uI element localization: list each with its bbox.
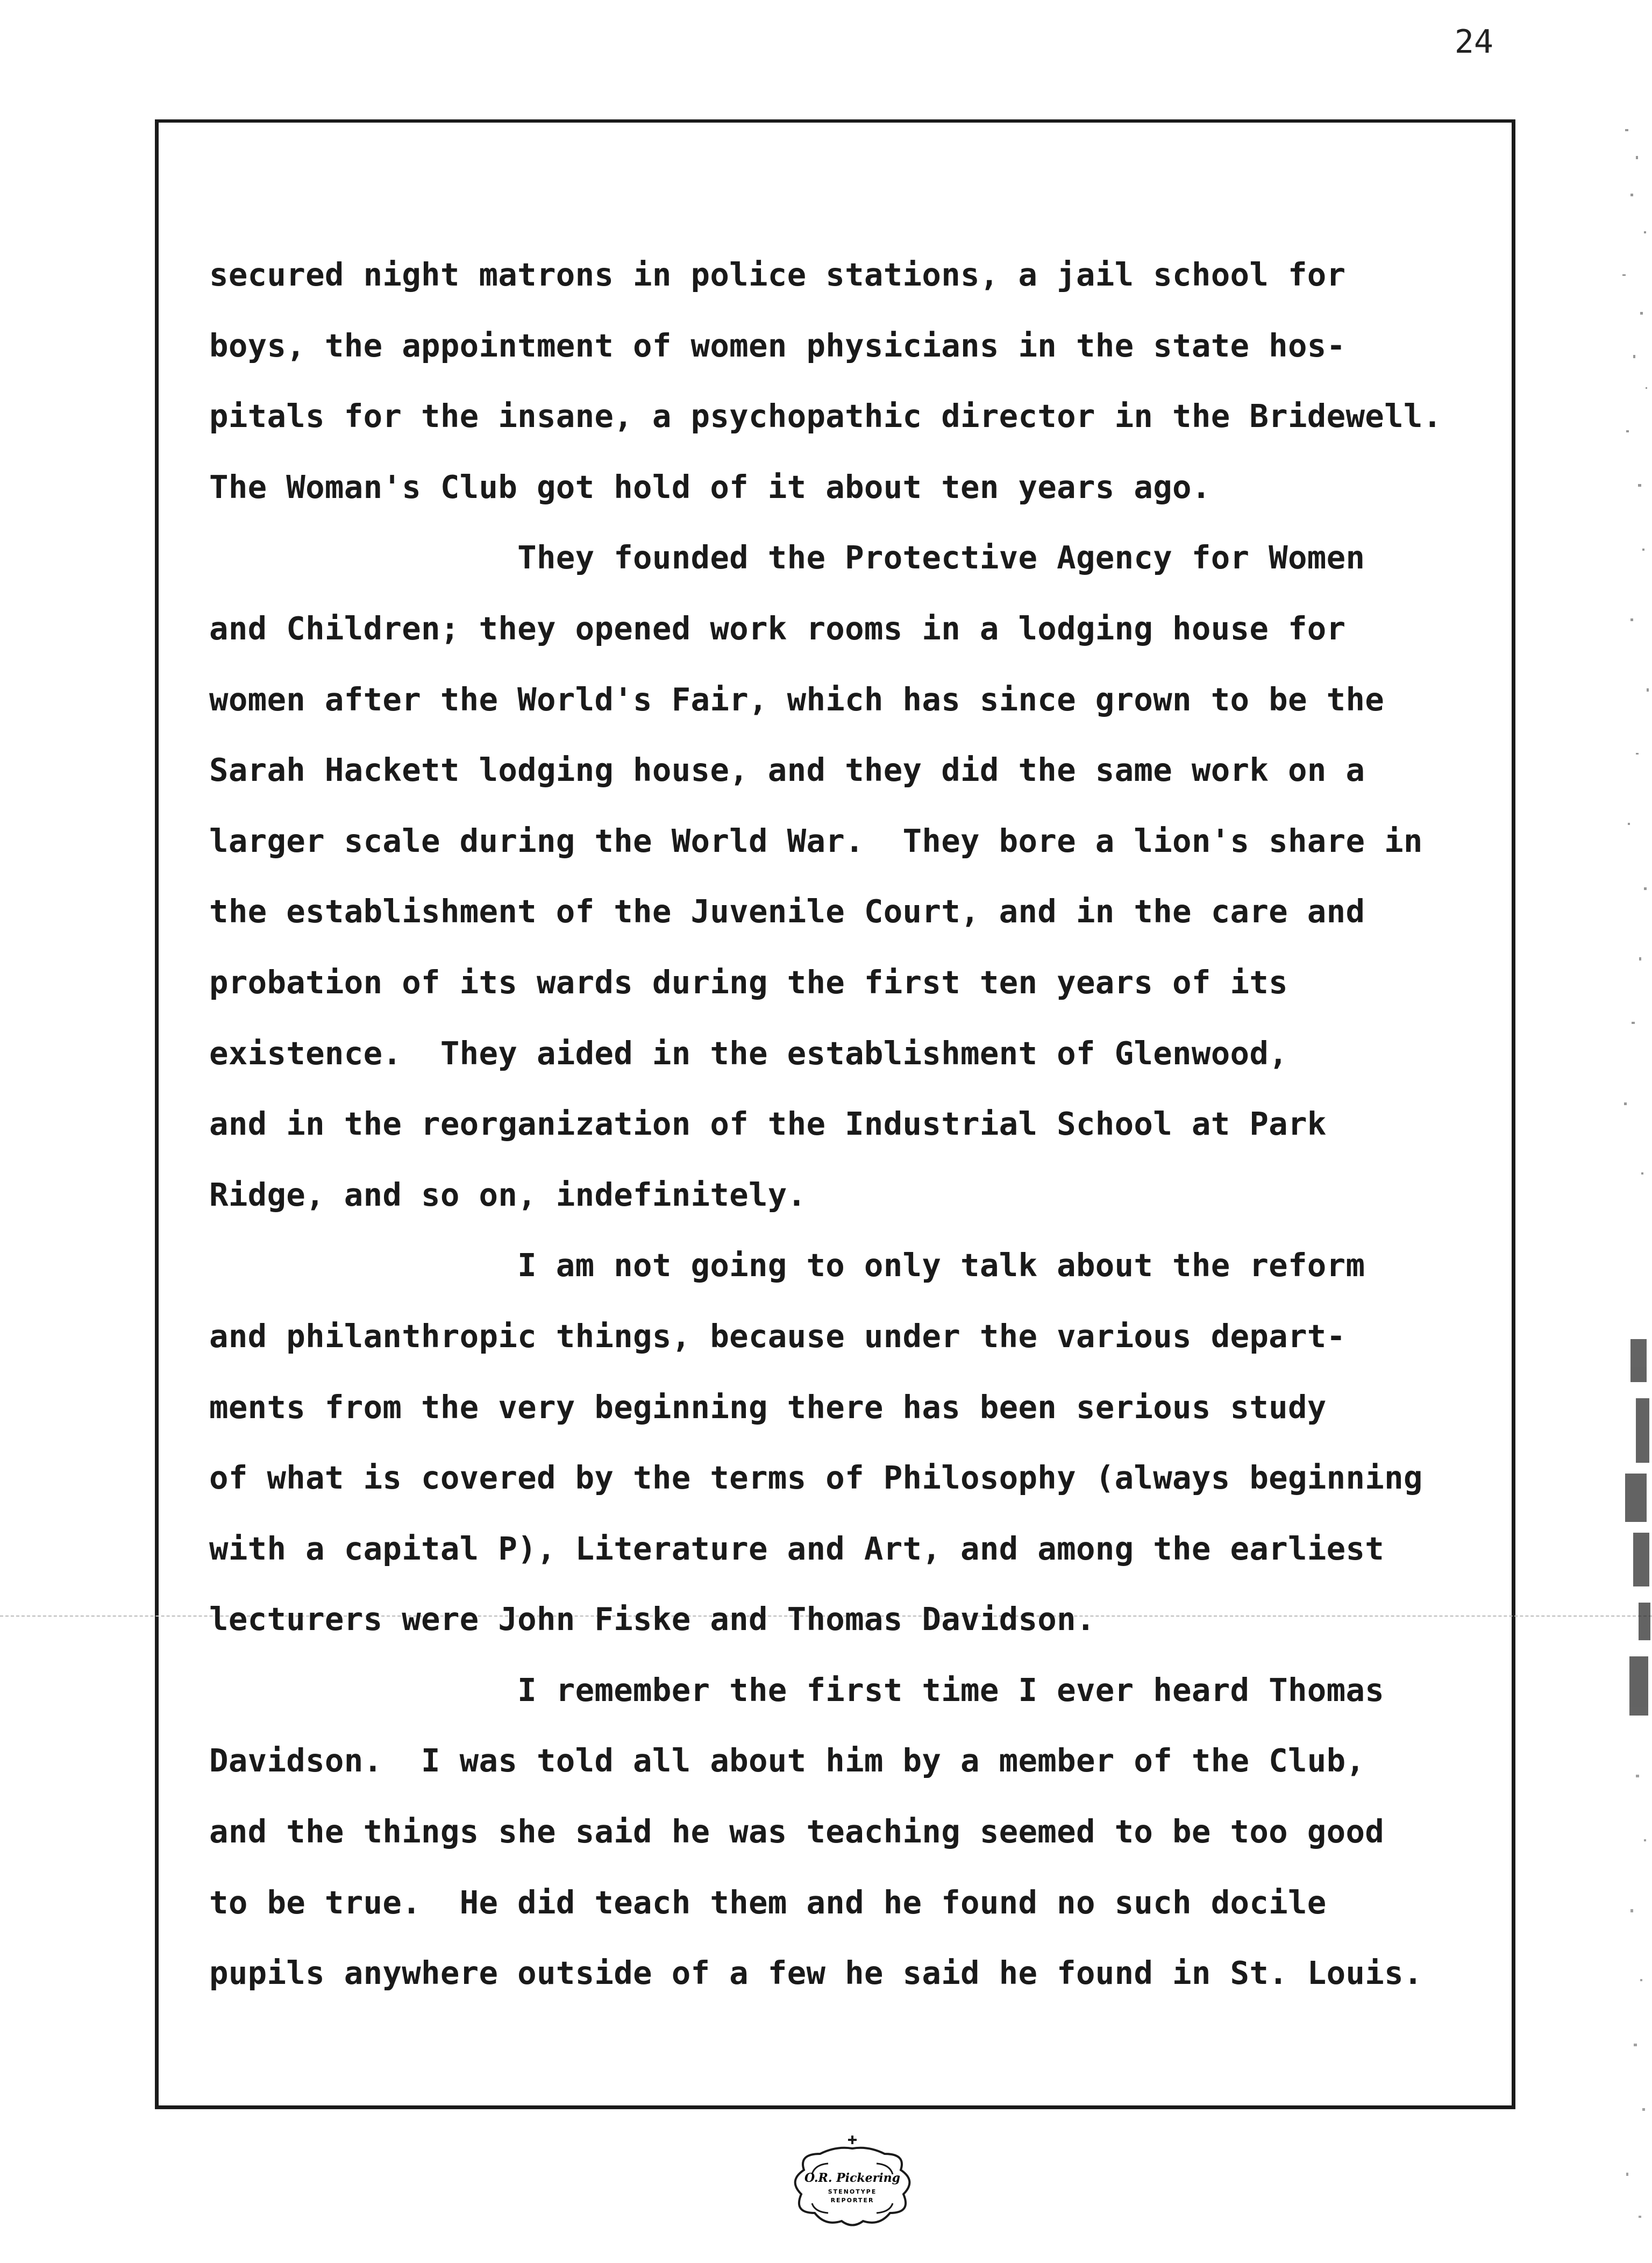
- text-line: I am not going to only talk about the reform: [209, 1247, 1365, 1284]
- reporter-seal: [782, 2132, 922, 2240]
- text-line: pupils anywhere outside of a few he said he found in St. Louis.: [209, 1954, 1423, 1992]
- seal-frame-graphic: [782, 2132, 922, 2240]
- text-line: They founded the Protective Agency for Women: [209, 539, 1365, 577]
- text-line: women after the World's Fair, which has since grown to be the: [209, 680, 1385, 718]
- text-line: the establishment of the Juvenile Court, and in the care and: [209, 893, 1365, 930]
- text-line: Sarah Hackett lodging house, and they did the same work on a: [209, 751, 1365, 789]
- seal-name: O.R. Pickering: [804, 2171, 900, 2185]
- page-number: 24: [1454, 23, 1493, 61]
- text-line: and Children; they opened work rooms in a lodging house for: [209, 609, 1346, 647]
- text-line: with a capital P), Literature and Art, and among the earliest: [209, 1529, 1385, 1567]
- scan-speckle-noise: [1593, 108, 1652, 2259]
- text-line: probation of its wards during the first ten years of its: [209, 963, 1288, 1001]
- seal-line1: STENOTYPE: [828, 2188, 877, 2195]
- text-line: and in the reorganization of the Industrial School at Park: [209, 1105, 1327, 1143]
- seal-line2: REPORTER: [830, 2197, 874, 2204]
- text-line: Ridge, and so on, indefinitely.: [209, 1176, 807, 1213]
- text-line: pitals for the insane, a psychopathic director in the Bridewell.: [209, 397, 1442, 435]
- text-line: ments from the very beginning there has been serious study: [209, 1388, 1327, 1426]
- text-line: larger scale during the World War. They bore a lion's share in: [209, 822, 1423, 859]
- text-line: existence. They aided in the establishment of Glenwood,: [209, 1034, 1288, 1072]
- text-line: of what is covered by the terms of Philosophy (always beginning: [209, 1459, 1423, 1497]
- text-line: and philanthropic things, because under the various depart-: [209, 1317, 1346, 1355]
- text-line: boys, the appointment of women physicians in the state hos-: [209, 326, 1346, 364]
- transcript-body: [209, 239, 1511, 2009]
- text-line: lecturers were John Fiske and Thomas Davidson.: [209, 1600, 1095, 1638]
- text-line: Davidson. I was told all about him by a member of the Club,: [209, 1742, 1365, 1780]
- text-line: to be true. He did teach them and he found no such docile: [209, 1883, 1327, 1921]
- text-line: and the things she said he was teaching seemed to be too good: [209, 1813, 1385, 1851]
- text-line: secured night matrons in police stations, a jail school for: [209, 256, 1346, 293]
- text-line: I remember the first time I ever heard Thomas: [209, 1671, 1385, 1709]
- text-line: The Woman's Club got hold of it about ten years ago.: [209, 468, 1211, 506]
